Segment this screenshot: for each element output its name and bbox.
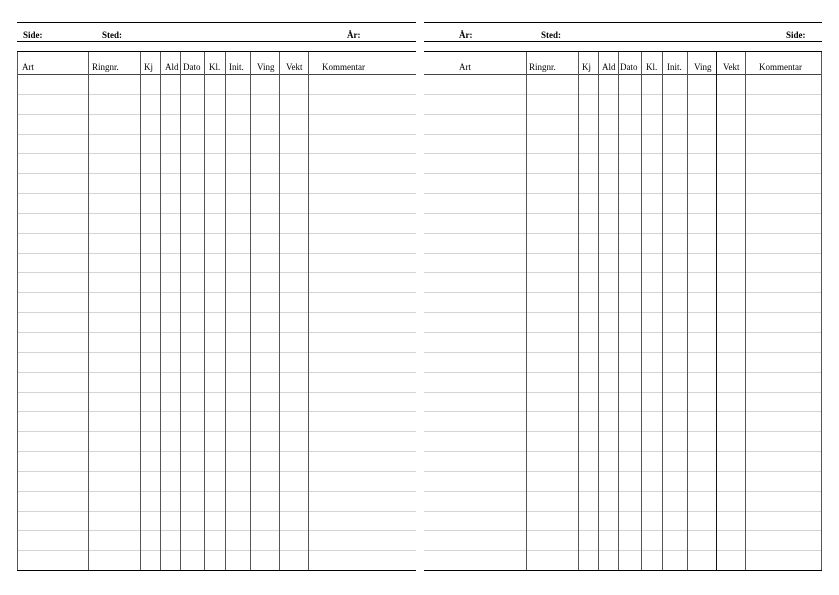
col-dato: Dato <box>183 62 201 72</box>
col-divider <box>687 52 688 570</box>
col-divider <box>180 52 181 570</box>
table-row <box>424 412 822 432</box>
col-ald: Ald <box>165 62 179 72</box>
col-ald: Ald <box>602 62 616 72</box>
col-ving: Ving <box>257 62 275 72</box>
col-vekt: Vekt <box>723 62 740 72</box>
table-row <box>424 393 822 413</box>
col-divider <box>578 52 579 570</box>
right-ringing-table <box>424 51 822 571</box>
table-row <box>17 135 416 155</box>
col-divider <box>716 52 717 570</box>
col-divider <box>140 52 141 570</box>
table-row <box>424 273 822 293</box>
table-row <box>17 95 416 115</box>
col-divider <box>662 52 663 570</box>
table-row <box>424 115 822 135</box>
left-border-line <box>17 52 18 570</box>
table-row <box>424 472 822 492</box>
table-row <box>17 313 416 333</box>
col-divider <box>225 52 226 570</box>
table-row <box>17 492 416 512</box>
col-divider <box>160 52 161 570</box>
col-divider <box>641 52 642 570</box>
table-row <box>17 174 416 194</box>
table-row <box>17 273 416 293</box>
left-ringing-table <box>17 51 416 571</box>
table-row <box>424 531 822 551</box>
table-row <box>17 214 416 234</box>
col-kj: Kj <box>144 62 153 72</box>
right-sted-label: Sted: <box>541 30 561 40</box>
col-ringnr: Ringnr. <box>92 62 119 72</box>
right-header-bar <box>424 22 822 42</box>
table-row <box>17 412 416 432</box>
col-init: Init. <box>667 62 682 72</box>
col-divider <box>279 52 280 570</box>
table-row <box>424 452 822 472</box>
table-row <box>424 194 822 214</box>
right-year-label: År: <box>459 30 473 40</box>
table-row <box>17 194 416 214</box>
col-divider <box>88 52 89 570</box>
table-row <box>424 234 822 254</box>
col-ving: Ving <box>694 62 712 72</box>
col-divider <box>526 52 527 570</box>
left-form-page <box>17 0 416 595</box>
table-row <box>17 75 416 95</box>
table-row <box>424 373 822 393</box>
right-entry-rows <box>424 75 822 570</box>
table-row <box>17 293 416 313</box>
table-row <box>17 551 416 570</box>
table-row <box>424 254 822 274</box>
table-row <box>17 393 416 413</box>
left-year-label: År: <box>347 30 361 40</box>
col-kl: Kl. <box>646 62 658 72</box>
col-divider <box>250 52 251 570</box>
table-row <box>17 333 416 353</box>
table-row <box>424 214 822 234</box>
col-kommentar: Kommentar <box>322 62 365 72</box>
left-entry-rows <box>17 75 416 570</box>
table-row <box>424 75 822 95</box>
table-row <box>17 234 416 254</box>
table-row <box>424 492 822 512</box>
right-side-label: Side: <box>786 30 806 40</box>
table-row <box>424 551 822 570</box>
col-divider <box>618 52 619 570</box>
table-row <box>424 293 822 313</box>
table-row <box>17 452 416 472</box>
col-dato: Dato <box>620 62 638 72</box>
col-init: Init. <box>229 62 244 72</box>
table-row <box>17 115 416 135</box>
table-row <box>424 333 822 353</box>
col-kl: Kl. <box>209 62 221 72</box>
table-row <box>424 313 822 333</box>
left-side-label: Side: <box>23 30 43 40</box>
col-art: Art <box>22 62 34 72</box>
table-row <box>17 353 416 373</box>
col-divider <box>204 52 205 570</box>
table-row <box>424 353 822 373</box>
left-sted-label: Sted: <box>102 30 122 40</box>
right-column-header-row <box>424 52 822 75</box>
table-row <box>17 373 416 393</box>
left-column-header-row <box>17 52 416 75</box>
col-art: Art <box>459 62 471 72</box>
col-divider <box>598 52 599 570</box>
table-row <box>17 254 416 274</box>
col-divider <box>745 52 746 570</box>
table-row <box>424 154 822 174</box>
table-row <box>17 472 416 492</box>
left-header-bar <box>17 22 416 42</box>
table-row <box>424 95 822 115</box>
table-row <box>424 512 822 532</box>
right-form-page <box>424 0 822 595</box>
right-border-line <box>821 52 822 570</box>
col-kj: Kj <box>582 62 591 72</box>
table-row <box>17 531 416 551</box>
col-divider <box>308 52 309 570</box>
col-vekt: Vekt <box>286 62 303 72</box>
table-row <box>17 154 416 174</box>
table-row <box>424 135 822 155</box>
table-row <box>424 432 822 452</box>
col-kommentar: Kommentar <box>759 62 802 72</box>
table-row <box>424 174 822 194</box>
col-ringnr: Ringnr. <box>529 62 556 72</box>
table-row <box>17 432 416 452</box>
table-row <box>17 512 416 532</box>
